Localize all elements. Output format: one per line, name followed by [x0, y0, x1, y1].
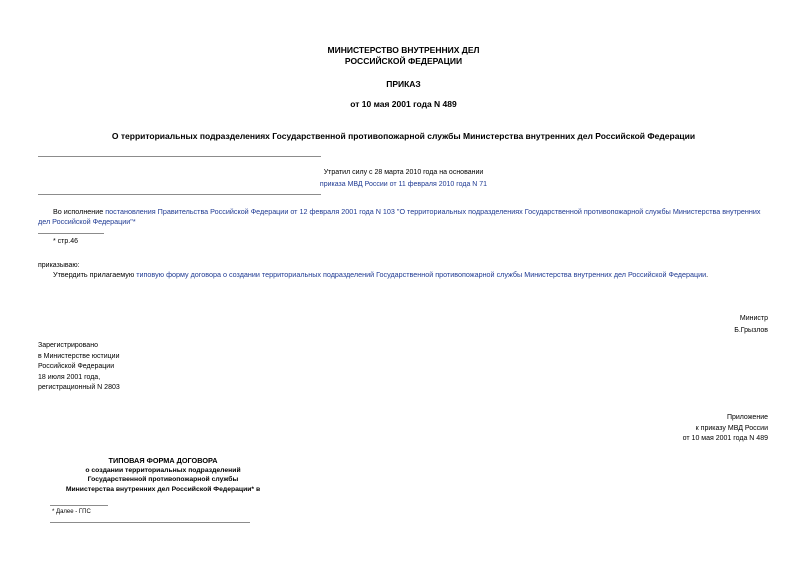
registration-line-1: Зарегистрировано [38, 342, 98, 349]
order-text [53, 270, 708, 280]
order-link[interactable]: типовую форму договора о создании территориальных подразделений Государственной противопожарной службы Министерства внутренних дел Российской Федерации [136, 270, 707, 279]
appendix-line-2: к приказу МВД России [695, 424, 768, 432]
ministry-line-2: РОССИЙСКОЙ ФЕДЕРАЦИИ [344, 56, 463, 66]
form-title-line-4: Министерства внутренних дел Российской Федерации* в [65, 485, 261, 493]
footnote-2: * Далее - ГПС [52, 509, 91, 515]
footnote-divider-2 [50, 505, 108, 506]
signature-position: Министр [739, 315, 768, 322]
appendix-block [683, 413, 768, 445]
appendix-line-1: Приложение [726, 414, 768, 421]
signature-block [734, 313, 768, 337]
ministry-line-1: МИНИСТЕРСТВО ВНУТРЕННИХ ДЕЛ [327, 45, 480, 55]
registration-block [38, 341, 120, 394]
preamble-line-2 [38, 217, 760, 227]
form-title [38, 456, 288, 494]
doc-type: ПРИКАЗ [386, 79, 421, 89]
order-tail: . [706, 270, 709, 279]
status-link[interactable]: приказа МВД России от 11 февраля 2010 года N 71 [319, 181, 488, 188]
appendix-line-3: от 10 мая 2001 года N 489 [682, 435, 768, 442]
form-title-line-2: о создании территориальных подразделений [85, 466, 241, 474]
registration-line-5: регистрационный N 2803 [38, 384, 120, 391]
preamble-link-2[interactable]: дел Российской Федерации"* [38, 217, 136, 226]
divider-1 [38, 156, 321, 157]
preamble [38, 207, 760, 227]
form-title-line-1: ТИПОВАЯ ФОРМА ДОГОВОРА [108, 456, 218, 465]
registration-line-3: Российской Федерации [38, 363, 115, 370]
footnote-1: * стр.46 [53, 238, 78, 245]
order-verb: приказываю: [38, 262, 80, 269]
preamble-line-1 [38, 207, 760, 217]
ministry-name [0, 45, 807, 67]
registration-line-2: в Министерстве юстиции [38, 352, 120, 360]
footnote-divider-1 [38, 233, 104, 234]
status-note [0, 167, 807, 191]
status-line: Утратил силу с 28 марта 2010 года на основании [323, 169, 484, 176]
form-title-line-3: Государственной противопожарной службы [87, 476, 239, 483]
registration-line-4: 18 июля 2001 года, [38, 373, 101, 381]
divider-2 [38, 194, 321, 195]
preamble-link-1[interactable]: постановления Правительства Российской Федерации от 12 февраля 2001 года N 103 "О территориальных подразделениях Государственной противопожарной службы Министерства внутренних [105, 207, 761, 216]
signature-name: Б.Грызлов [734, 327, 768, 334]
divider-3 [50, 522, 250, 523]
order-lead: Утвердить прилагаемую [53, 270, 137, 279]
doc-date: от 10 мая 2001 года N 489 [350, 99, 457, 109]
preamble-lead: Во исполнение [53, 207, 106, 216]
page-title: О территориальных подразделениях Государственной противопожарной службы Министерства внутренних дел Российской Федерации [111, 131, 696, 141]
